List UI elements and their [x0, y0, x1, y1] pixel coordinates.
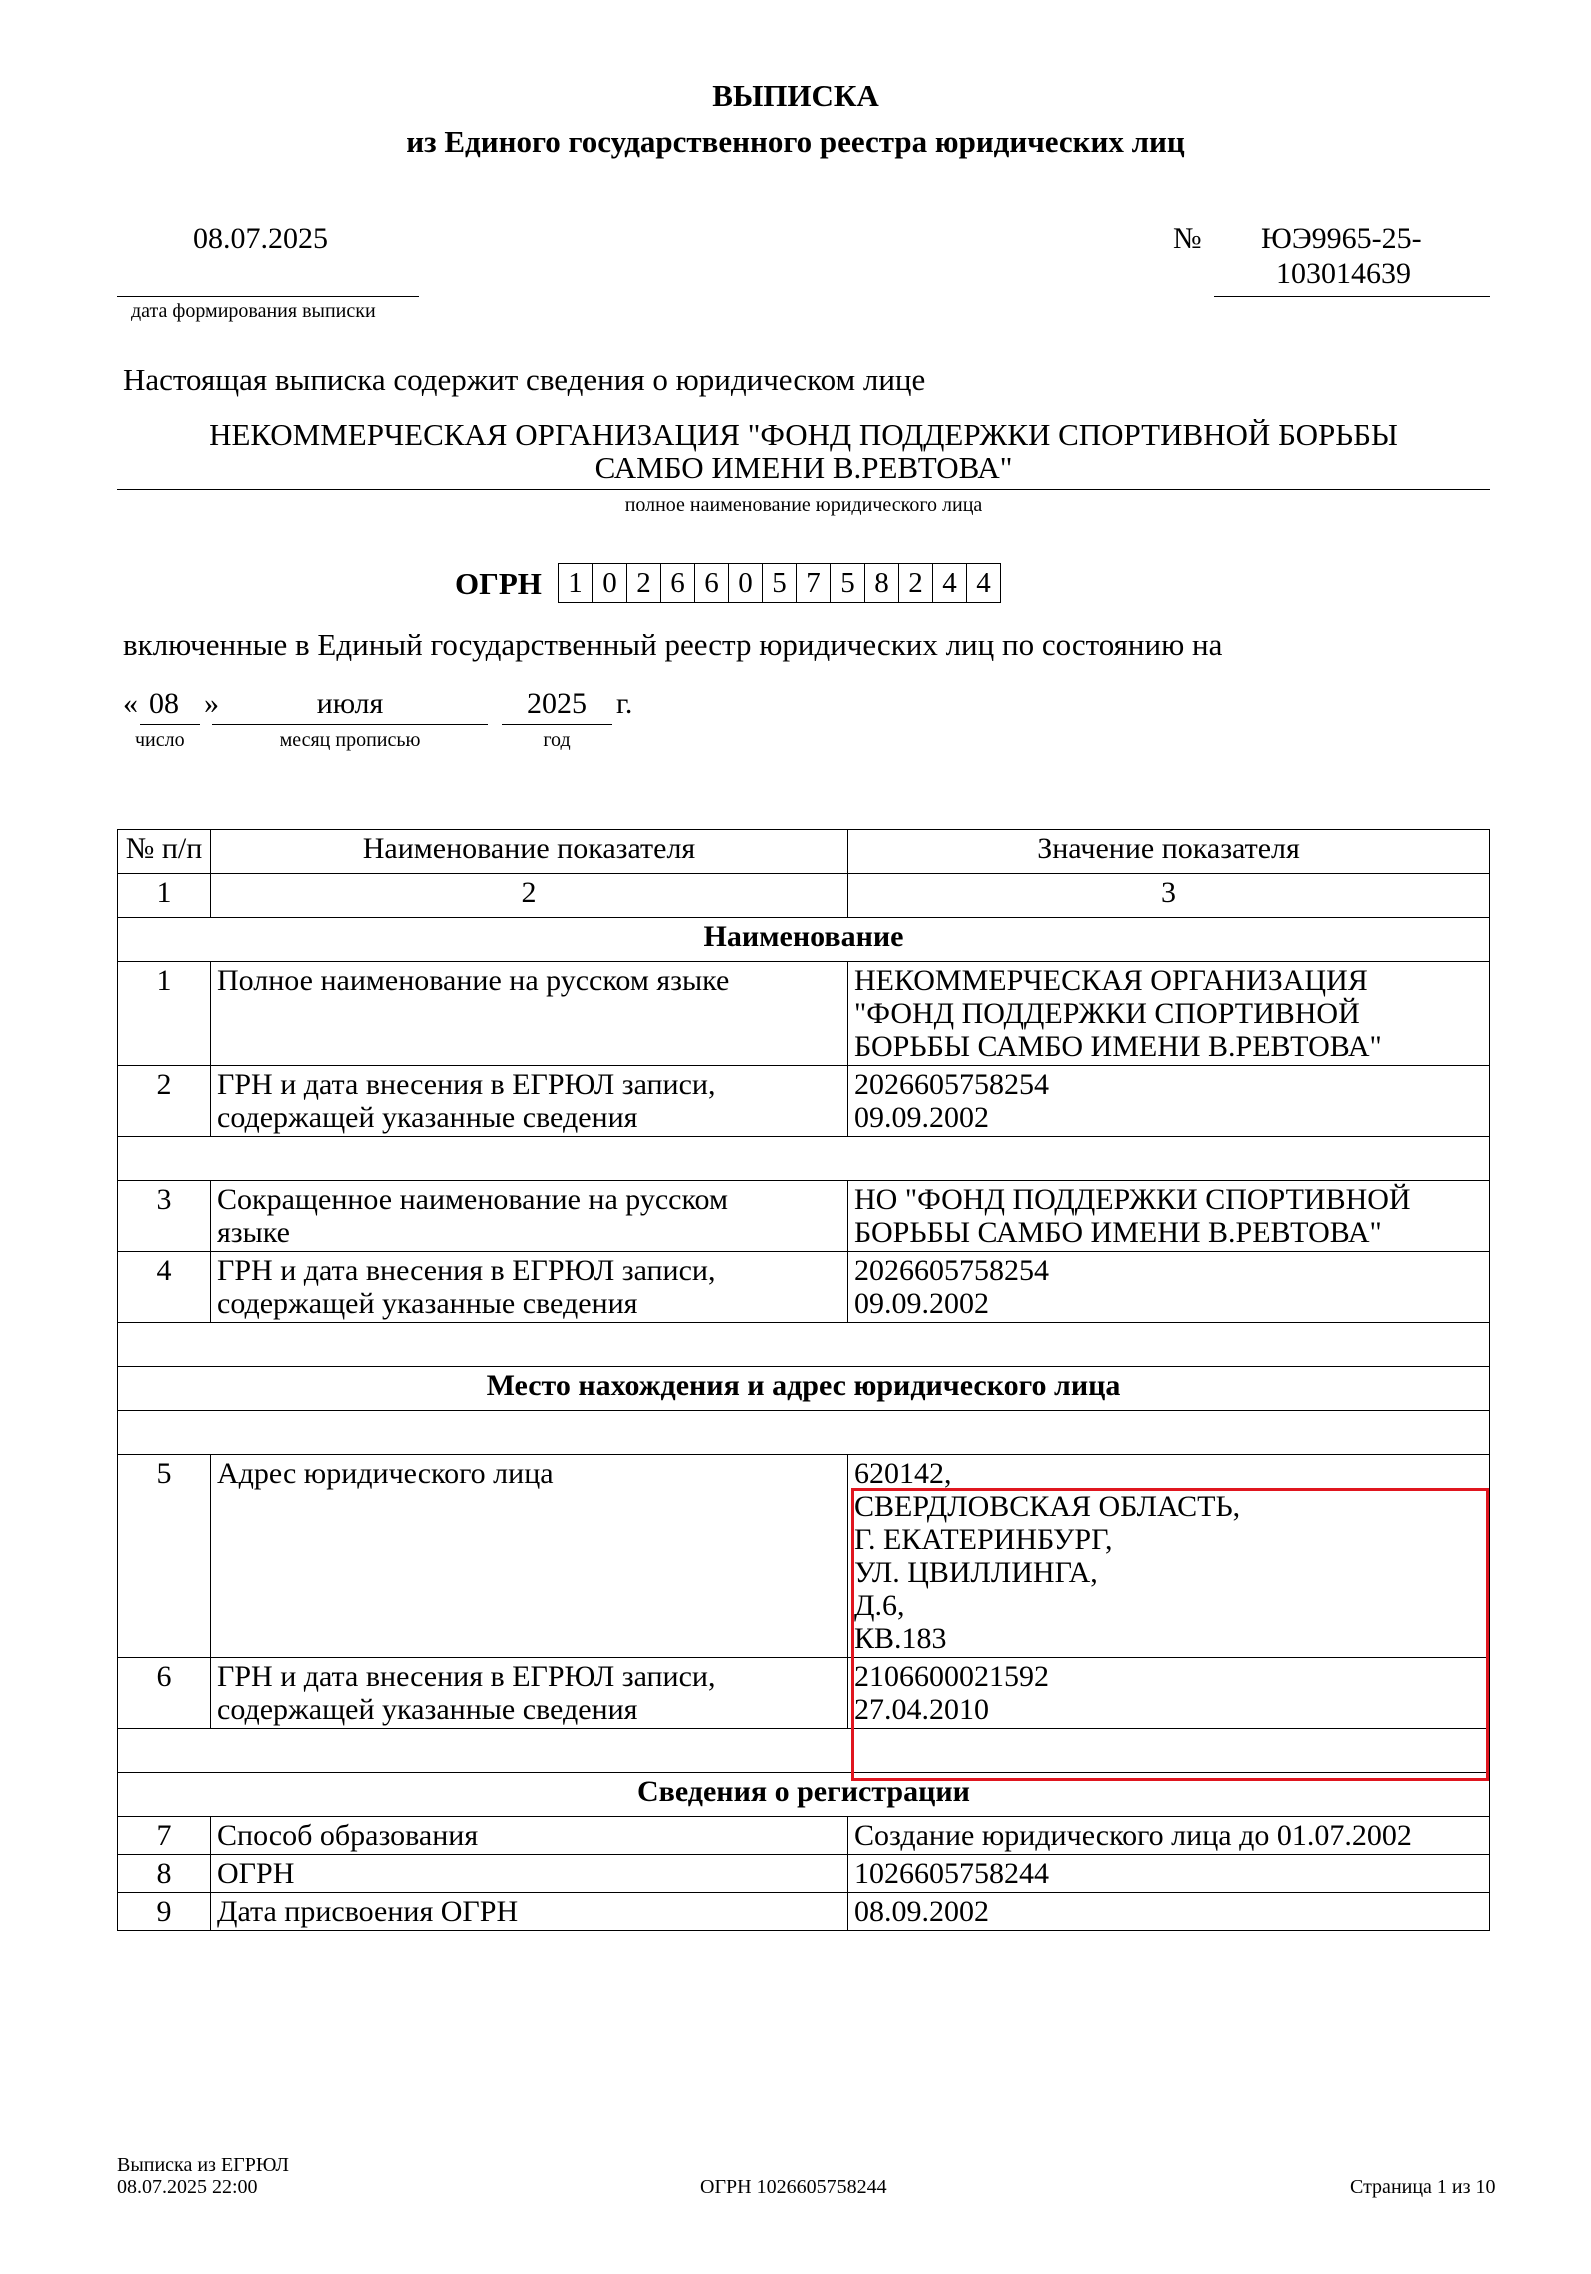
value-line: 27.04.2010: [854, 1693, 989, 1726]
footer-page-number: Страница 1 из 10: [1350, 2176, 1496, 2198]
org-name-underline: [117, 489, 1490, 490]
row-value: [848, 1658, 1490, 1729]
indicator-line: ГРН и дата внесения в ЕГРЮЛ записи,: [217, 1068, 716, 1101]
date-caption: дата формирования выписки: [131, 300, 376, 322]
empty-row: [118, 1411, 1490, 1455]
close-quote: »: [204, 687, 219, 720]
included-text: включенные в Единый государственный реестр юридических лиц по состоянию на: [123, 627, 1223, 662]
empty-row: [118, 1323, 1490, 1367]
value-line: 2026605758254: [854, 1068, 1049, 1101]
row-indicator: [211, 1066, 848, 1137]
ogrn-digit: 5: [762, 563, 797, 603]
table-row: [118, 1455, 1490, 1658]
month-underline: [212, 724, 488, 725]
col-number: 3: [848, 874, 1490, 918]
ogrn-digit: 4: [932, 563, 967, 603]
state-year: 2025: [527, 687, 587, 720]
empty-cell: [118, 1323, 1490, 1367]
row-indicator: [211, 1181, 848, 1252]
table-row: [118, 962, 1490, 1066]
value-line: 620142,: [854, 1457, 952, 1490]
column-numbers-row: [118, 874, 1490, 918]
table-row: [118, 1855, 1490, 1893]
value-line: 09.09.2002: [854, 1287, 989, 1320]
indicator-line: ГРН и дата внесения в ЕГРЮЛ записи,: [217, 1254, 716, 1287]
month-caption: месяц прописью: [279, 729, 421, 751]
table-row: [118, 1658, 1490, 1729]
table-row: [118, 1817, 1490, 1855]
org-full-name: [117, 418, 1490, 484]
indicator-line: Способ образования: [217, 1819, 479, 1852]
ogrn-digit: 0: [592, 563, 627, 603]
ogrn-digit: 0: [728, 563, 763, 603]
ogrn-digit-boxes: [559, 563, 1001, 603]
ogrn-digit: 5: [830, 563, 865, 603]
footer-left-line2: 08.07.2025 22:00: [117, 2176, 258, 2198]
value-line: НЕКОММЕРЧЕСКАЯ ОРГАНИЗАЦИЯ: [854, 964, 1368, 997]
document-subtitle: из Единого государственного реестра юридических лиц: [406, 124, 1185, 159]
ogrn-digit: 2: [626, 563, 661, 603]
ogrn-digit: 7: [796, 563, 831, 603]
indicator-line: Сокращенное наименование на русском: [217, 1183, 728, 1216]
indicator-line: ГРН и дата внесения в ЕГРЮЛ записи,: [217, 1660, 716, 1693]
ogrn-digit: 2: [898, 563, 933, 603]
issue-date: 08.07.2025: [193, 222, 328, 255]
table-row: [118, 1181, 1490, 1252]
indicator-line: языке: [217, 1216, 290, 1249]
row-num: 1: [118, 962, 211, 1066]
row-num: 6: [118, 1658, 211, 1729]
row-num: 5: [118, 1455, 211, 1658]
section-row: [118, 1773, 1490, 1817]
value-line: БОРЬБЫ САМБО ИМЕНИ В.РЕВТОВА": [854, 1030, 1382, 1063]
value-line: СВЕРДЛОВСКАЯ ОБЛАСТЬ,: [854, 1490, 1241, 1523]
row-indicator: [211, 1658, 848, 1729]
footer-left-line1: Выписка из ЕГРЮЛ: [117, 2154, 289, 2176]
footer-left: [117, 2154, 289, 2198]
row-indicator: [211, 1855, 848, 1893]
value-line: 09.09.2002: [854, 1101, 989, 1134]
row-indicator: [211, 1817, 848, 1855]
year-caption: год: [543, 729, 571, 751]
row-indicator: [211, 1252, 848, 1323]
value-line: УЛ. ЦВИЛЛИНГА,: [854, 1556, 1098, 1589]
col-number: 2: [211, 874, 848, 918]
number-underline: [1214, 296, 1490, 297]
year-suffix: г.: [616, 687, 633, 720]
indicator-line: Адрес юридического лица: [217, 1457, 554, 1490]
row-value: [848, 1855, 1490, 1893]
section-registration: Сведения о регистрации: [118, 1773, 1490, 1817]
section-row: [118, 918, 1490, 962]
indicator-line: Дата присвоения ОГРН: [217, 1895, 519, 1928]
table-row: [118, 1066, 1490, 1137]
year-underline: [502, 724, 612, 725]
row-value: [848, 1817, 1490, 1855]
empty-cell: [118, 1729, 1490, 1773]
day-caption: число: [135, 729, 185, 751]
row-num: 8: [118, 1855, 211, 1893]
row-value: [848, 1066, 1490, 1137]
value-line: Создание юридического лица до 01.07.2002: [854, 1819, 1412, 1852]
ogrn-digit: 8: [864, 563, 899, 603]
org-name-line1: НЕКОММЕРЧЕСКАЯ ОРГАНИЗАЦИЯ "ФОНД ПОДДЕРЖКИ СПОРТИВНОЙ БОРЬБЫ: [209, 417, 1398, 452]
row-num: 3: [118, 1181, 211, 1252]
section-address: Место нахождения и адрес юридического лица: [118, 1367, 1490, 1411]
value-line: 2106600021592: [854, 1660, 1049, 1693]
value-line: БОРЬБЫ САМБО ИМЕНИ В.РЕВТОВА": [854, 1216, 1382, 1249]
ogrn-label: ОГРН: [455, 566, 542, 601]
ogrn-digit: 4: [966, 563, 1001, 603]
col-number: 1: [118, 874, 211, 918]
ogrn-digit: 6: [694, 563, 729, 603]
open-quote: «: [123, 687, 138, 720]
header-indicator: Наименование показателя: [211, 830, 848, 874]
day-underline: [140, 724, 200, 725]
row-value: [848, 1252, 1490, 1323]
value-line: "ФОНД ПОДДЕРЖКИ СПОРТИВНОЙ: [854, 997, 1360, 1030]
ogrn-digit: 6: [660, 563, 695, 603]
extract-number-line2: 103014639: [1276, 257, 1411, 290]
table-row: [118, 1893, 1490, 1931]
footer-ogrn: ОГРН 1026605758244: [700, 2176, 887, 2198]
indicator-line: содержащей указанные сведения: [217, 1693, 638, 1726]
empty-row: [118, 1137, 1490, 1181]
number-sign: №: [1173, 222, 1202, 255]
row-value: [848, 1455, 1490, 1658]
empty-cell: [118, 1411, 1490, 1455]
row-num: 7: [118, 1817, 211, 1855]
row-num: 9: [118, 1893, 211, 1931]
empty-row: [118, 1729, 1490, 1773]
value-line: КВ.183: [854, 1622, 947, 1655]
document-title: ВЫПИСКА: [712, 78, 879, 113]
date-underline: [117, 296, 419, 297]
value-line: 08.09.2002: [854, 1895, 989, 1928]
row-indicator: [211, 962, 848, 1066]
header-value: Значение показателя: [848, 830, 1490, 874]
value-line: 1026605758244: [854, 1857, 1049, 1890]
empty-cell: [118, 1137, 1490, 1181]
row-indicator: [211, 1893, 848, 1931]
value-line: НО "ФОНД ПОДДЕРЖКИ СПОРТИВНОЙ: [854, 1183, 1411, 1216]
value-line: Г. ЕКАТЕРИНБУРГ,: [854, 1523, 1113, 1556]
row-value: [848, 1893, 1490, 1931]
state-day: 08: [149, 687, 179, 720]
ogrn-digit: 1: [558, 563, 593, 603]
row-num: 4: [118, 1252, 211, 1323]
row-value: [848, 962, 1490, 1066]
state-month: июля: [316, 687, 384, 720]
indicator-line: ОГРН: [217, 1857, 295, 1890]
table-row: [118, 1252, 1490, 1323]
row-value: [848, 1181, 1490, 1252]
org-name-caption: полное наименование юридического лица: [624, 494, 983, 516]
row-num: 2: [118, 1066, 211, 1137]
value-line: 2026605758254: [854, 1254, 1049, 1287]
intro-text: Настоящая выписка содержит сведения о юридическом лице: [123, 362, 926, 397]
indicator-line: Полное наименование на русском языке: [217, 964, 730, 997]
section-naming: Наименование: [118, 918, 1490, 962]
value-line: Д.6,: [854, 1589, 905, 1622]
org-name-line2: САМБО ИМЕНИ В.РЕВТОВА": [594, 450, 1013, 485]
indicator-line: содержащей указанные сведения: [217, 1101, 638, 1134]
header-num: № п/п: [118, 830, 211, 874]
extract-number-line1: ЮЭ9965-25-: [1261, 222, 1422, 255]
row-indicator: [211, 1455, 848, 1658]
indicator-line: содержащей указанные сведения: [217, 1287, 638, 1320]
table-header-row: [118, 830, 1490, 874]
section-row: [118, 1367, 1490, 1411]
register-table: [117, 829, 1490, 1931]
